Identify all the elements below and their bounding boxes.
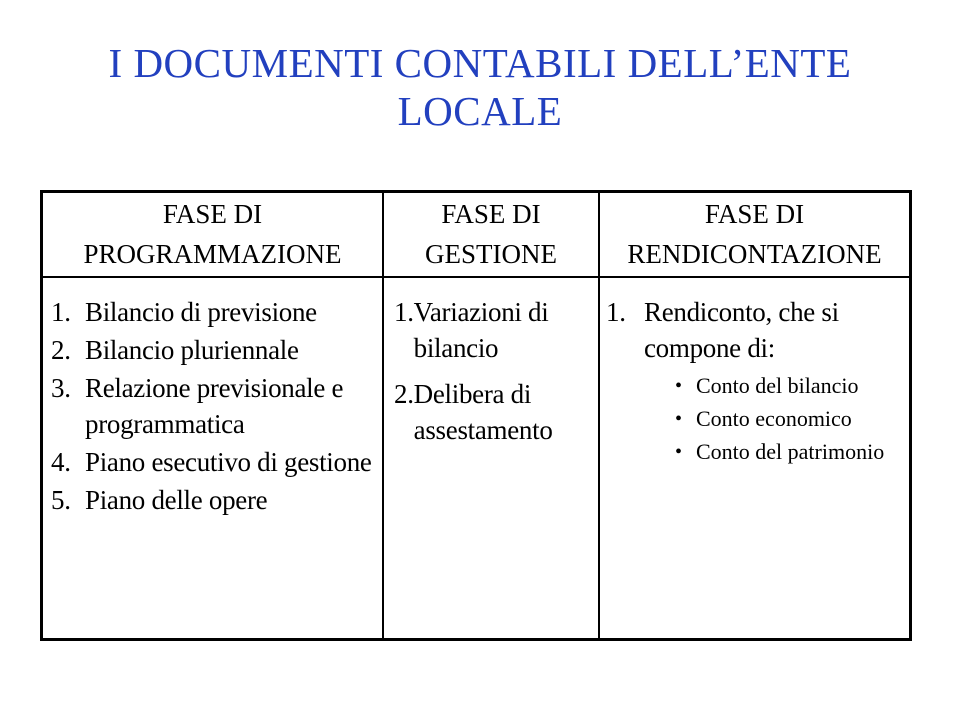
list-item [51,370,380,442]
bullet-text: Conto economico [696,406,852,431]
list-number: 4. [51,447,71,477]
bullet-item [675,403,907,435]
list-number: 1. [51,297,71,327]
bullet-icon: • [675,441,683,463]
list-item [394,294,596,366]
list-number: 3. [51,373,71,403]
list-text: Piano delle opere [85,485,268,515]
list-text: Delibera di assestamento [413,379,553,445]
list-item [394,376,596,448]
list-number: 2. [394,379,414,409]
list-text: Variazioni di bilancio [413,297,549,363]
bullet-text: Conto del bilancio [696,373,859,398]
list-text: Relazione previsionale e programmatica [85,373,344,439]
list-number: 5. [51,485,71,515]
list-text: Bilancio di previsione [85,297,317,327]
bullet-item [675,370,907,402]
cell-programmazione-list [43,278,384,638]
phases-table [40,190,912,641]
header-fase-di-programmazione: FASE DI PROGRAMMAZIONE [43,193,384,278]
bullet-icon: • [675,408,683,430]
header-fase-di-gestione: FASE DI GESTIONE [384,193,600,278]
slide-title: I DOCUMENTI CONTABILI DELL’ENTE LOCALE [108,40,852,134]
list-item [606,294,907,366]
cell-rendicontazione-list [600,278,909,638]
bullet-item [675,436,907,468]
list-item [51,294,380,330]
cell-gestione-list [384,278,600,638]
list-item [51,482,380,518]
list-text: Rendiconto, che si compone di: [644,297,839,363]
list-number: 2. [51,335,71,365]
bullet-icon: • [675,375,683,397]
header-fase-di-rendicontazione: FASE DI RENDICONTAZIONE [600,193,909,278]
list-text: Piano esecutivo di gestione [85,447,372,477]
list-number: 1. [606,297,626,327]
list-item [51,332,380,368]
list-number: 1. [394,297,414,327]
bullet-text: Conto del patrimonio [696,439,885,464]
list-item [51,444,380,480]
list-text: Bilancio pluriennale [85,335,299,365]
